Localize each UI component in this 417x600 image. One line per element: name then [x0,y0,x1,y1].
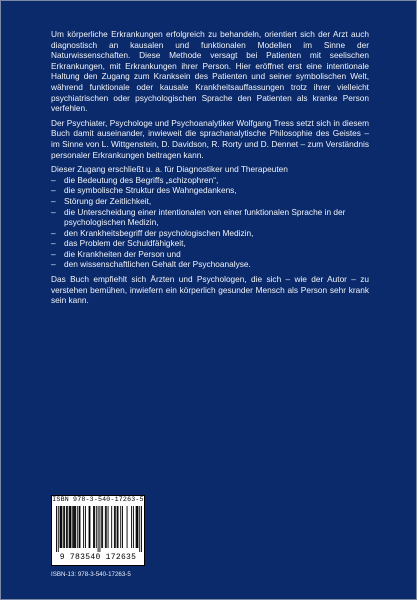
barcode-bar [94,506,95,548]
barcode-icon [56,506,142,552]
barcode-bar [117,506,118,548]
barcode-bar [73,506,74,548]
barcode-bar [70,506,71,548]
barcode-bar [111,506,112,548]
barcode-bar [89,506,90,548]
barcode-bar [67,506,68,548]
barcode-bar [60,506,61,548]
dash-icon: – [51,195,56,206]
list-item: – die symbolische Struktur des Wahngedankens, [51,185,237,196]
list-item: – den wissenschaftlichen Gehalt der Psychoanalyse. [51,259,251,270]
dash-icon: – [51,206,56,217]
barcode-bar [106,506,107,548]
dash-icon: – [51,248,56,259]
dash-icon: – [51,238,56,249]
barcode-bar [89,506,90,548]
barcode-bar [74,506,75,548]
dash-icon: – [51,227,56,238]
barcode-bar [118,506,119,548]
barcode-bar [61,506,62,548]
blurb-closing: Das Buch empfiehlt sich Ärzten und Psychologen, die sich – wie der Autor – zu verstehen bemühen, inwiefern ein körperlich gesunder Mensch als Person sehr krank sein kann. [51,274,369,306]
barcode-bar [102,506,103,548]
barcode-bar [136,506,137,548]
dash-icon: – [51,259,56,270]
barcode-bar [131,506,132,548]
barcode-bar [122,506,123,548]
list-item: – den Krankheitsbegriff der psychologischen Medizin, [51,227,254,238]
blurb-paragraph-1: Um körperliche Erkrankungen erfolgreich zu behandeln, orientiert sich der Arzt auch diagnostisch an kausalen und funktionalen Modellen im Sinne der Naturwissenschaften. Diese Methode versagt bei Patienten mit seelischen Erkrankungen, mit Erkrankungen ihrer Person. Hier eröffnet erst eine intentionale Haltung den Zugang zum Kranksein des Patienten und seiner symbolischen Welt, während funktionale oder kausale Krankheitsauffassungen trotz ihrer vielleicht psychiatrischen oder psychologischen Sprache den Patienten als kranke Person verfehlen. [51,29,369,114]
barcode-bar [98,506,99,552]
barcode-bar [101,506,102,548]
barcode-bar [72,506,73,548]
list-item: – Störung der Zeitlichkeit, [51,195,152,206]
dash-icon: – [51,185,56,196]
list-item: – die Krankheiten der Person und [51,248,181,259]
barcode-bar [105,506,106,548]
barcode-bar [75,506,76,548]
barcode-bar [108,506,109,548]
barcode-bar [137,506,138,548]
barcode-bar [114,506,115,548]
topic-list [51,175,369,270]
barcode-bar [61,506,62,548]
barcode-bar [58,506,59,552]
barcode-digits: 9 783540 172635 [59,553,137,562]
blurb-paragraph-2: Der Psychiater, Psychologe und Psychoanalytiker Wolfgang Tress setzt sich in diesem Buch damit auseinander, inwieweit die sprachanalytische Philosophie des Geistes – im Sinne von L. Wittgenstein, D. Davidson, R. Rorty und D. Dennet – zum Verständnis personaler Erkrankungen beitragen kann. [51,117,369,160]
barcode-bar [141,506,142,552]
barcode-bar [96,506,97,548]
barcode-bar [66,506,67,548]
barcode-bar [56,506,57,552]
barcode-bar [63,506,64,548]
barcode-bar [93,506,94,548]
barcode-bar [137,506,138,548]
list-item: – die Bedeutung des Begriffs „schizophren“, [51,174,219,185]
dash-icon: – [51,174,56,185]
barcode-bar [77,506,78,548]
barcode-bar [120,506,121,548]
isbn-13-text: ISBN-13: 978-3-540-17263-5 [51,571,131,578]
barcode-label [51,495,145,566]
barcode-bar [115,506,116,548]
barcode-bar [70,506,71,548]
barcode-bar [80,506,81,548]
list-item: – die Unterscheidung einer intentionalen von einer funktionalen Sprache in der psychologischen Medizin, [51,206,346,228]
barcode-bar [85,506,86,548]
barcode-bar [64,506,65,548]
barcode-bar [79,506,80,548]
barcode-bar [69,506,70,548]
list-item: – das Problem der Schuldfähigkeit, [51,238,186,249]
barcode-bar [83,506,84,548]
barcode-bar [127,506,128,548]
barcode-bar [133,506,134,548]
blurb-text [51,29,369,310]
isbn-top-text: ISBN 978-3-540-17263-5 [52,496,144,503]
barcode-bar [99,506,100,552]
list-intro: Dieser Zugang erschließt u. a. für Diagnostiker und Therapeuten [51,164,288,175]
barcode-bar [139,506,140,552]
